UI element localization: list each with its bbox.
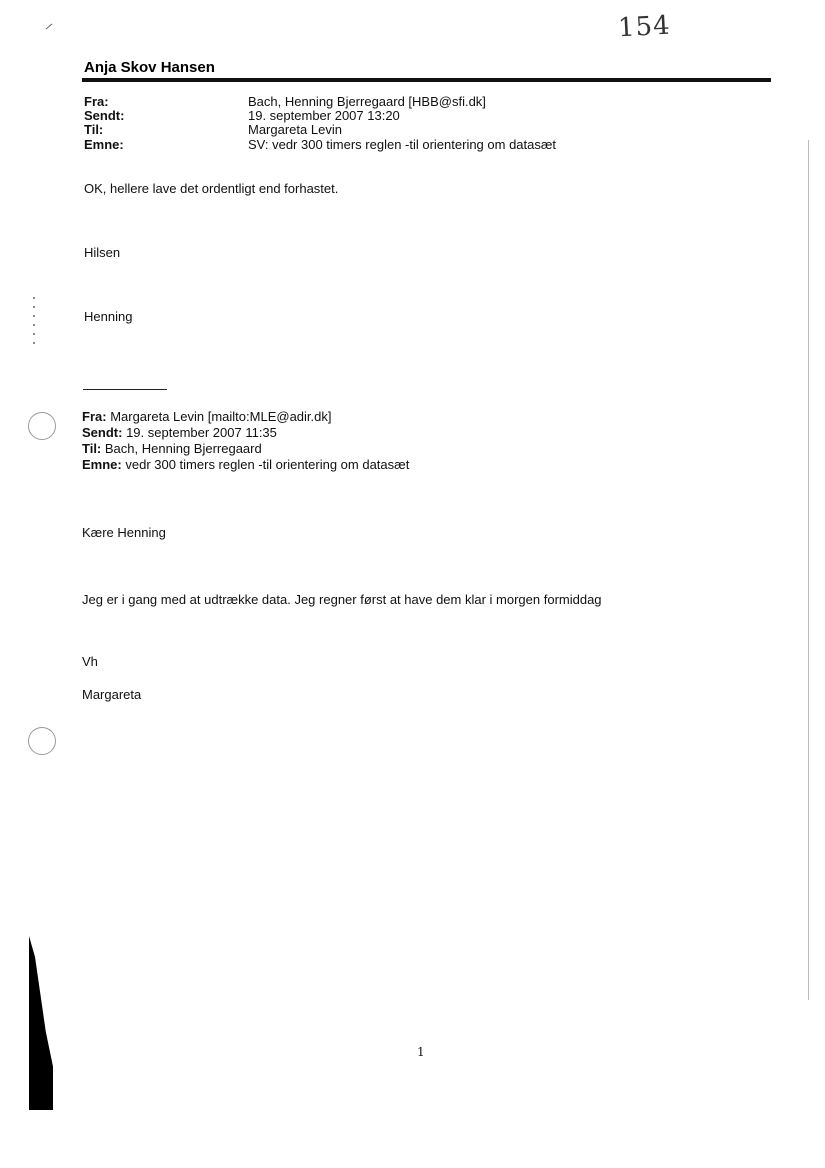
page-number: 1 [417, 1045, 425, 1059]
forwarded-subject-label: Emne: [82, 457, 122, 472]
scan-dots [33, 297, 35, 345]
header-subject-label: Emne: [84, 137, 124, 152]
forwarded-to [82, 441, 262, 457]
sender-name: Anja Skov Hansen [84, 59, 215, 76]
header-sent-label: Sendt: [84, 108, 125, 123]
header-to-label: Til: [84, 122, 104, 137]
header-sent-value: 19. september 2007 13:20 [248, 108, 400, 123]
forwarded-from [82, 409, 331, 425]
forwarded-to-label: Til: [82, 441, 102, 456]
forwarded-subject [82, 457, 409, 473]
forwarded-closing: Vh [82, 654, 98, 669]
header-to-value: Margareta Levin [248, 122, 342, 137]
scan-edge-shadow [29, 936, 53, 1110]
header-from-value: Bach, Henning Bjerregaard [HBB@sfi.dk] [248, 94, 486, 109]
punch-hole-top [28, 412, 56, 440]
forwarded-body: Jeg er i gang med at udtrække data. Jeg regner først at have dem klar i morgen formiddag [82, 592, 602, 607]
forwarded-sent-value: 19. september 2007 11:35 [126, 425, 277, 440]
scan-mark [46, 24, 53, 30]
forwarded-subject-value: vedr 300 timers reglen -til orientering om datasæt [125, 457, 410, 472]
scan-edge-line [808, 140, 809, 1000]
reply-signature: Henning [84, 309, 133, 324]
reply-body-line: OK, hellere lave det ordentligt end forhastet. [84, 181, 339, 196]
quote-separator [83, 389, 167, 390]
forwarded-sent [82, 425, 277, 441]
forwarded-signature: Margareta [82, 687, 142, 702]
forwarded-sent-label: Sendt: [82, 425, 123, 440]
forwarded-to-value: Bach, Henning Bjerregaard [104, 441, 262, 456]
forwarded-from-label: Fra: [82, 409, 107, 424]
forwarded-salutation: Kære Henning [82, 525, 166, 540]
reply-greeting: Hilsen [84, 245, 121, 260]
forwarded-from-value: Margareta Levin [mailto:MLE@adir.dk] [110, 409, 332, 424]
header-rule [82, 78, 771, 82]
header-subject-value: SV: vedr 300 timers reglen -til orientering om datasæt [248, 137, 557, 152]
header-from-label: Fra: [84, 94, 109, 109]
handwritten-page-number: 154 [617, 10, 672, 44]
punch-hole-bottom [28, 727, 56, 755]
